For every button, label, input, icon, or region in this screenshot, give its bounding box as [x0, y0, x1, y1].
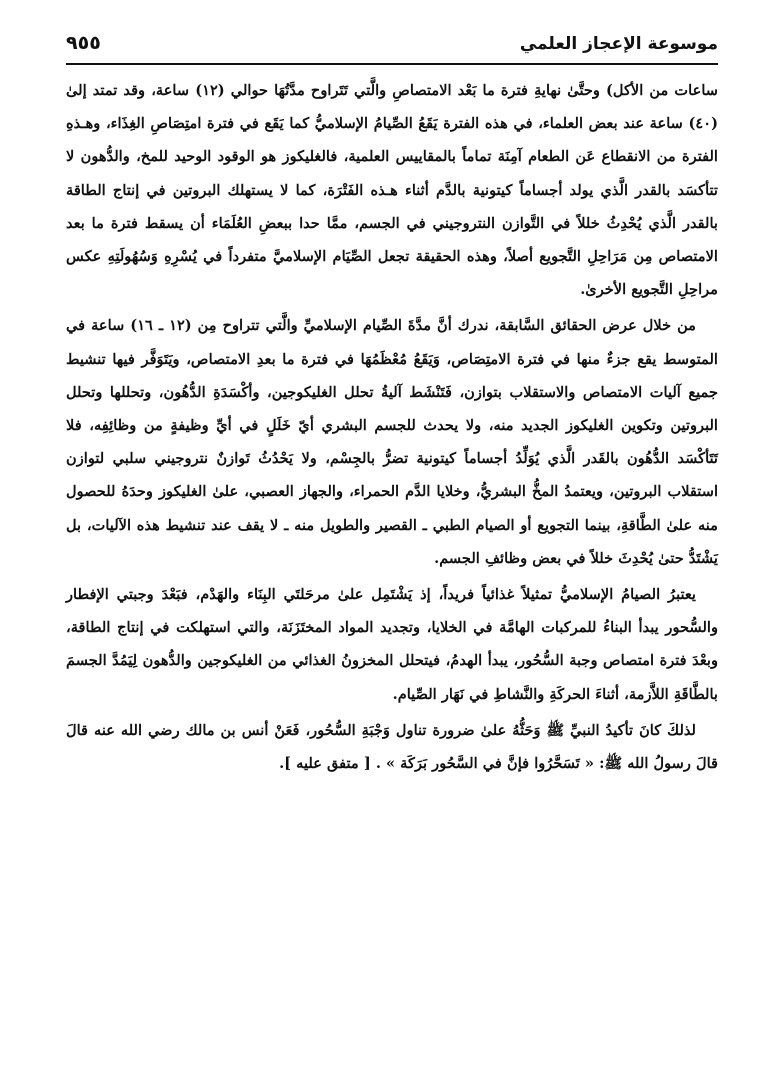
header-divider: [66, 63, 718, 65]
paragraph: يعتبرُ الصيامُ الإسلاميُّ تمثيلاً غذائياً فريداً، إذ يَشْتَمِل علىٰ مرحَلتَي البِنَاء والهَدْم، فبَعْدَ وجبتي الإفطار والسُّحور يبدأ البناءُ للمركبات الهامَّة في الخلايا، وتجديد المواد المختَزَنَة، والتي استهلكت في إنتاج الطاقة، وبعْدَ فترة امتصاص وجبة السُّحُور، يبدأ الهدمُ، فيتحلل المخزونُ الغذائي من الغليكوجين والدُّهون لِيَمُدَّ الجسمَ بالطَّاقَةِ اللاَّزمة، أثناءَ الحركَةِ والنَّشاطِ في نَهَار الصِّيام.: [66, 586, 718, 703]
book-title: موسوعة الإعجاز العلمي: [519, 34, 718, 54]
paragraph: لذلكَ كانَ تأكيدُ النبيِّ ﷺ وَحَثُّهُ علىٰ ضرورة تناول وَجْبَةِ السُّحُور، فَعَنْ أنس بن مالك رضي الله عنه قالَ قالَ رسولُ الله ﷺ: « تَسَحَّرُوا فإنَّ في السَّحُور بَرَكَة » . [ متفق عليه ].: [66, 721, 718, 773]
paragraph: من خلال عرض الحقائق السَّابقة، ندرك أنَّ مدَّةَ الصِّيام الإسلاميِّ والَّتي تتراوح مِن (١٢ ـ ١٦) ساعة في المتوسط يقع جزءٌ منها في فترة الامتِصَاص، وَيَقَعُ مُعْظَمُهَا في فترة ما بعدِ الامتصاص، ويَتَوَفَّر فيها تنشيط جميع آليات الامتصاص والاستقلاب بتوازن، فَتَنْشَط آليةُ تحلل الغليكوجين، وأكْسَدَةِ الدُّهُون، وتحللها وتحلل البروتين وتكوين الغليكوز الجديد منه، ولا يحدث للجسم البشري أيّ خَلَلٍ في أيِّ وظيفةٍ من وظائِفِه، فلا تَتَأكْسَد الدُّهُون بالقَدر الَّذي يُوَلِّدُ أجساماً كيتونية تضرُّ بالجِسْم، ولا يَحْدُثُ تَوازنٌ نتروجيني سلبي لتوازن استقلاب البروتين، ويعتمدُ المخُّ البشريُّ، وخلايا الدَّم الحمراء، والجهاز العصبي، علىٰ الغليكوز وحدَهُ للحصول منه علىٰ الطَّاقةِ، بينما التجويع أو الصيام الطبي ـ القصير والطويل منه ـ لا يقف عند تنشيط هذه الآليات، بل يَشْتَدُّ حتىٰ يُحْدِثَ خللاً في بعض وظائفِ الجسم.: [66, 317, 718, 567]
paragraph: ساعات من الأكل) وحتَّىٰ نهايةِ فترة ما بَعْد الامتصاصِ والَّتي تَتَراوح مدَّتُهَا حوالي (١٢) ساعة، وقد تمتد إلىٰ (٤٠) ساعة عند بعض العلماء، في هذه الفترة يَقَعُ الصِّيامُ الإسلاميُّ كما يَقَع في فترة امتِصَاصِ الغِذَاء، وهـذهِ الفترة من الانقطاع عَن الطعام آمِنَة تماماً بالمقاييس العلمية، فالغليكوز هو الوقود الوحيد للمخ، والدُّهون لا تتأكسَد بالقدر الَّذي يولد أجساماً كيتونية بالدَّم أثناء هـذه الفَتْرَة، كما لا يستهلك البروتين في إنتاج الطاقة بالقدر الَّذي يُحْدِثُ خللاً في التَّوازن النتروجيني في الجسم، ممَّا حدا ببعضِ العُلَمَاء أن يسقط فترة ما بعد الامتصاص مِن مَرَاحِلِ التَّجويع أصلاً، وهذه الحقيقة تجعل الصِّيَام الإسلاميَّ متفرداً في يُسْرِهِ وَسُهُولَتِهِ عكس مراحِلِ التَّجويع الأخرىٰ.: [66, 82, 718, 299]
body-text: [66, 74, 718, 780]
running-header: [66, 30, 718, 62]
page-number: ٩٥٥: [66, 32, 101, 54]
